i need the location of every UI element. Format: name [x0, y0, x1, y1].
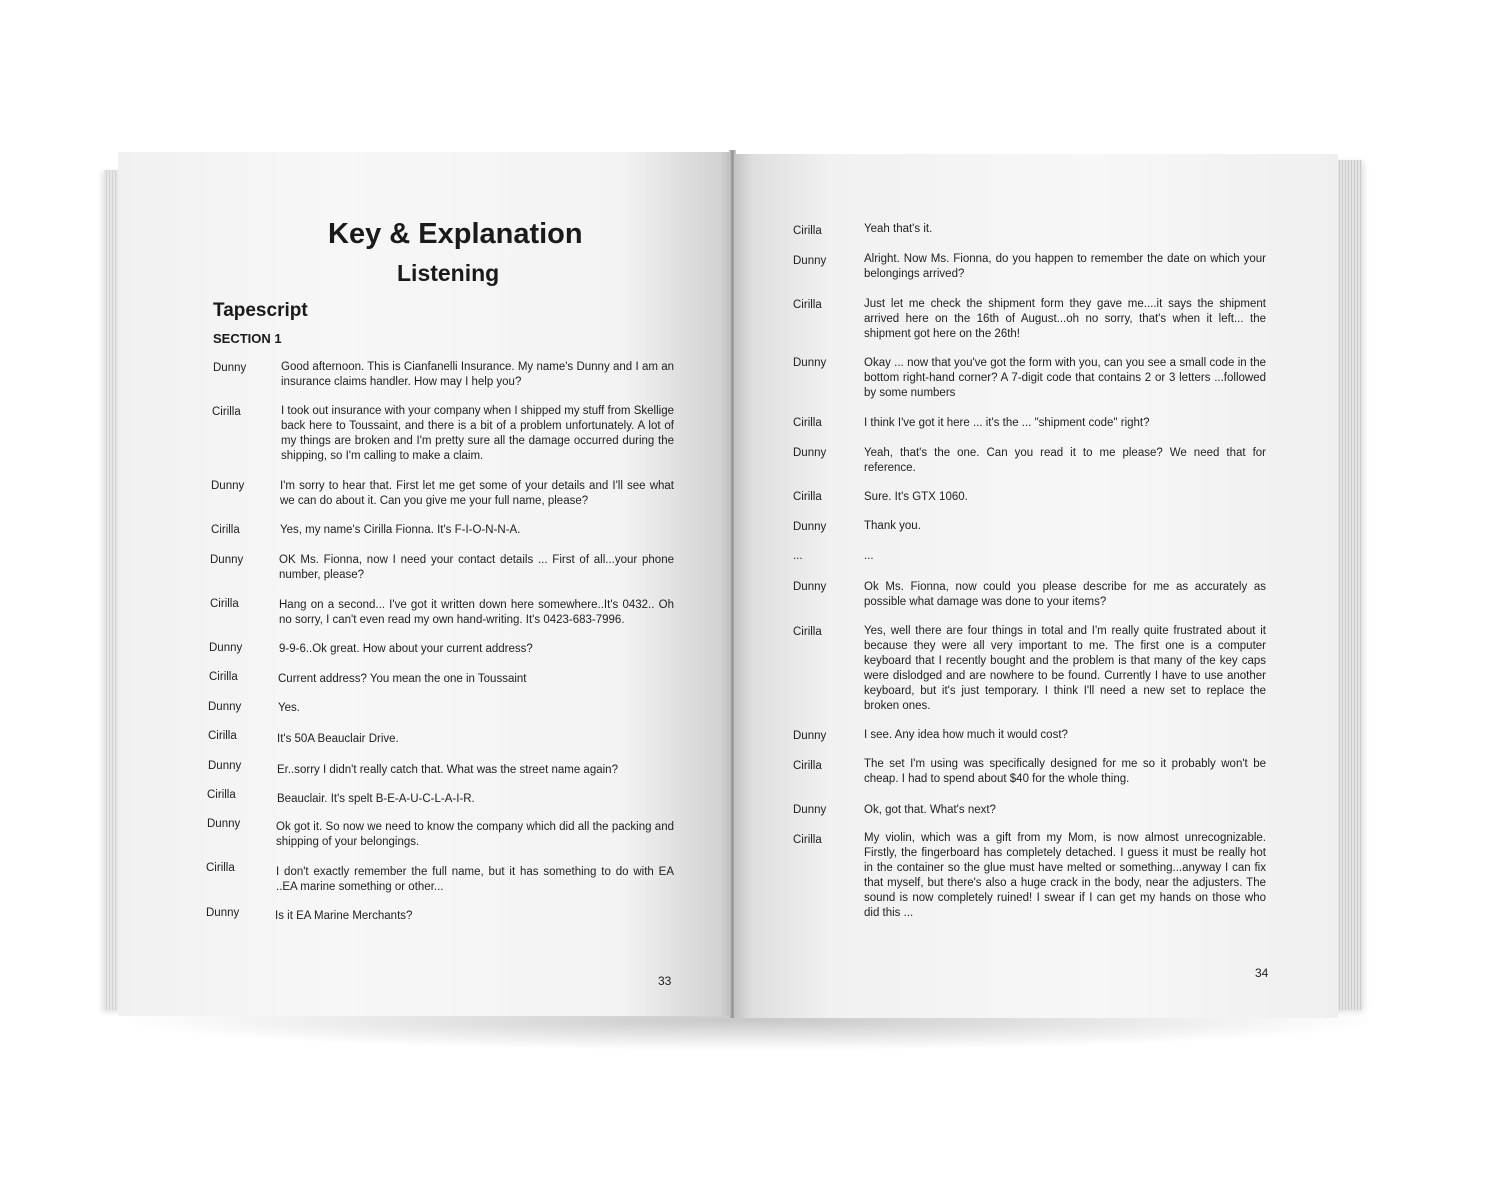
dialogue-line: I see. Any idea how much it would cost?	[864, 729, 1068, 741]
dialogue-line: Current address? You mean the one in Toussaint	[278, 673, 527, 685]
speaker-name: Cirilla	[212, 406, 241, 418]
speaker-name: Dunny	[213, 362, 247, 374]
speaker-name: Cirilla	[793, 299, 822, 311]
dialogue-line: Er..sorry I didn't really catch that. What was the street name again?	[277, 764, 618, 776]
dialogue-line: Good afternoon. This is Cianfanelli Insurance. My name's Dunny and I am an insurance claims handler. How may I help you?	[281, 361, 674, 388]
speaker-name: Dunny	[206, 907, 240, 919]
dialogue-line: I don't exactly remember the full name, but it has something to do with EA ..EA marine something or other...	[276, 866, 674, 893]
dialogue-line: ...	[864, 550, 874, 562]
speaker-name: Cirilla	[209, 671, 238, 683]
dialogue-line: OK Ms. Fionna, now I need your contact details ... First of all...your phone number, please?	[279, 554, 674, 581]
speaker-name: Cirilla	[793, 491, 822, 503]
speaker-name: Cirilla	[207, 789, 236, 801]
dialogue-line: The set I'm using was specifically designed for me so it probably won't be cheap. I had to spend about $40 for the whole thing.	[864, 758, 1266, 785]
dialogue-line: Is it EA Marine Merchants?	[275, 910, 413, 922]
section-label: SECTION 1	[213, 331, 282, 346]
speaker-name: Cirilla	[210, 598, 239, 610]
dialogue-line: Alright. Now Ms. Fionna, do you happen to remember the date on which your belongings arrived?	[864, 253, 1266, 280]
dialogue-line: It's 50A Beauclair Drive.	[277, 733, 399, 745]
speaker-name: Cirilla	[793, 626, 822, 638]
speaker-name: Dunny	[793, 730, 827, 742]
speaker-name: Cirilla	[793, 760, 822, 772]
speaker-name: Dunny	[793, 255, 827, 267]
dialogue-line: I think I've got it here ... it's the ... "shipment code" right?	[864, 417, 1150, 429]
page-number: 34	[1255, 966, 1269, 980]
dialogue-line: Just let me check the shipment form they gave me....it says the shipment arrived here on the 16th of August...oh no sorry, that's when it left... the shipment got here on the 26th!	[864, 298, 1266, 340]
dialogue-line: Ok, got that. What's next?	[864, 804, 996, 816]
page-subtitle: Listening	[397, 260, 500, 286]
dialogue-line: 9-9-6..Ok great. How about your current address?	[279, 643, 533, 655]
dialogue-line: Hang on a second... I've got it written down here somewhere..It's 0432.. Oh no sorry, I can't even read my own hand-writing. It's 0423-683-7996.	[279, 599, 674, 626]
speaker-name: ...	[793, 550, 803, 562]
dialogue-line: Yeah that's it.	[864, 223, 933, 235]
speaker-name: Cirilla	[206, 862, 235, 874]
tapescript-heading: Tapescript	[213, 300, 308, 321]
speaker-name: Cirilla	[793, 225, 822, 237]
speaker-name: Cirilla	[208, 730, 237, 742]
dialogue-line: Yes, my name's Cirilla Fionna. It's F-I-O-N-N-A.	[280, 524, 521, 536]
speaker-name: Dunny	[208, 760, 242, 772]
speaker-name: Dunny	[793, 521, 827, 533]
speaker-name: Dunny	[207, 818, 241, 830]
page-number: 33	[658, 974, 672, 988]
dialogue-line: Yes.	[278, 702, 300, 714]
speaker-name: Dunny	[209, 642, 243, 654]
dialogue-line: Yes, well there are four things in total and I'm really quite frustrated about it because they were all very important to me. The first one is a computer keyboard that I recently bought and the problem is that many of the key caps were dislodged and are nowhere to be found. Currently I have to use another keyboard, but it's just temporary. I think I'll need a new set to replace the broken ones.	[864, 625, 1266, 712]
right-page	[734, 154, 1338, 1018]
speaker-name: Dunny	[793, 357, 827, 369]
speaker-name: Cirilla	[793, 417, 822, 429]
speaker-name: Dunny	[210, 554, 244, 566]
speaker-name: Dunny	[793, 447, 827, 459]
dialogue-line: Thank you.	[864, 520, 921, 532]
dialogue-line: I'm sorry to hear that. First let me get some of your details and I'll see what we can do about it. Can you give me your full name, please?	[280, 480, 674, 507]
speaker-name: Cirilla	[211, 524, 240, 536]
dialogue-line: Okay ... now that you've got the form with you, can you see a small code in the bottom right-hand corner? A 7-digit code that contains 2 or 3 letters ...followed by some numbers	[864, 357, 1266, 399]
speaker-name: Dunny	[793, 581, 827, 593]
dialogue-line: Beauclair. It's spelt B-E-A-U-C-L-A-I-R.	[277, 793, 475, 805]
dialogue-line: I took out insurance with your company when I shipped my stuff from Skellige back here to Toussaint, and there is a bit of a problem unfortunately. A lot of my things are broken and I'm pretty sure all the damage occurred during the shipping, so I'm calling to make a claim.	[281, 405, 674, 462]
dialogue-line: Yeah, that's the one. Can you read it to me please? We need that for reference.	[864, 447, 1266, 474]
page-title: Key & Explanation	[328, 218, 583, 250]
dialogue-line: Ok Ms. Fionna, now could you please describe for me as accurately as possible what damage was done to your items?	[864, 581, 1266, 608]
dialogue-line: Ok got it. So now we need to know the company which did all the packing and shipping of your belongings.	[276, 821, 674, 848]
dialogue-line: Sure. It's GTX 1060.	[864, 491, 968, 503]
speaker-name: Dunny	[211, 480, 245, 492]
speaker-name: Dunny	[793, 804, 827, 816]
left-page	[118, 152, 732, 1016]
speaker-name: Cirilla	[793, 834, 822, 846]
dialogue-line: My violin, which was a gift from my Mom, is now almost unrecognizable. Firstly, the fingerboard has completely detached. I guess it must be really hot in the container so the glue must have melted or something...anyway I can fix that myself, but there's also a huge crack in the body, near the adjusters. The sound is now completely ruined! I swear if I can get my hands on those who did this ...	[864, 832, 1266, 919]
speaker-name: Dunny	[208, 701, 242, 713]
